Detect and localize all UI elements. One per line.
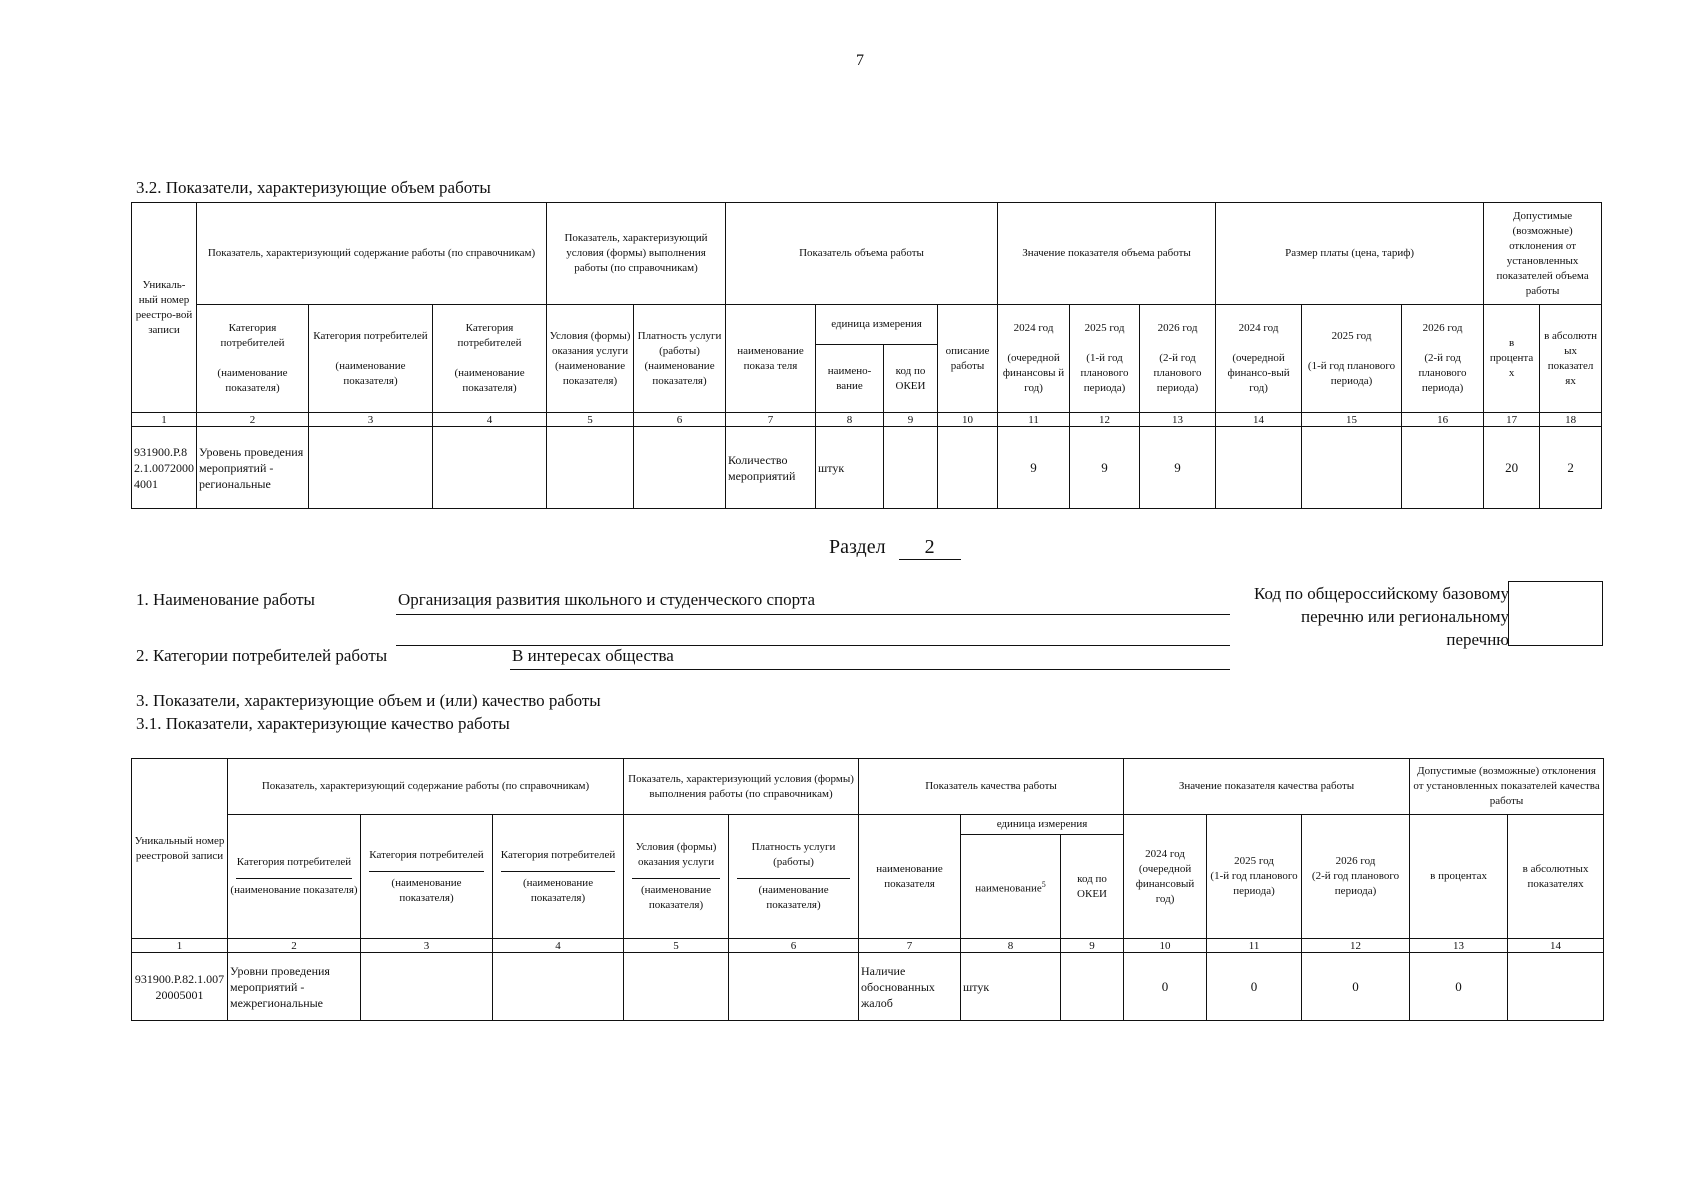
category-value: Уровень проведения мероприятий - региональные bbox=[197, 427, 309, 509]
header-category-1: Категория потребителей (наименование показателя) bbox=[228, 815, 361, 939]
col-number: 10 bbox=[938, 413, 998, 427]
header-content-group: Показатель, характеризующий содержание работы (по справочникам) bbox=[228, 759, 624, 815]
col-number: 11 bbox=[1207, 939, 1302, 953]
section-3-1-title: 3.1. Показатели, характеризующие качество работы bbox=[136, 714, 510, 733]
section-3-2-title: 3.2. Показатели, характеризующие объем работы bbox=[136, 178, 491, 197]
header-unique-number: Уникаль-ный номер реестро-вой записи bbox=[132, 203, 197, 413]
col-number: 9 bbox=[884, 413, 938, 427]
header-unique-number: Уникальный номер реестровой записи bbox=[132, 759, 228, 939]
work-name-label: 1. Наименование работы bbox=[136, 590, 315, 609]
empty-cell bbox=[624, 953, 729, 1021]
header-fee-2025: 2025 год (1-й год планового периода) bbox=[1302, 305, 1402, 413]
header-value-2024: 2024 год (очередной финансовы й год) bbox=[998, 305, 1070, 413]
col-number: 14 bbox=[1508, 939, 1604, 953]
footnote-marker: 5 bbox=[1041, 879, 1046, 889]
col-number: 1 bbox=[132, 939, 228, 953]
header-value-group: Значение показателя объема работы bbox=[998, 203, 1216, 305]
code-label: Код по общероссийскому базовому перечню или региональному перечню bbox=[1253, 584, 1509, 649]
header-value-2026: 2026 год (2-й год планового периода) bbox=[1302, 815, 1410, 939]
header-payment: Платность услуги (работы) (наименование показателя) bbox=[729, 815, 859, 939]
header-conditions-group: Показатель, характеризующий условия (формы) выполнения работы (по справочникам) bbox=[547, 203, 726, 305]
section-number: 2 bbox=[899, 536, 961, 560]
header-fee-2024: 2024 год (очередной финансо-вый год) bbox=[1216, 305, 1302, 413]
registry-code: 931900.Р.82.1.00720004001 bbox=[132, 427, 197, 509]
header-category-2: Категория потребителей (наименование показателя) bbox=[309, 305, 433, 413]
col-number: 5 bbox=[624, 939, 729, 953]
indicator-name: Наличие обоснованных жалоб bbox=[859, 953, 961, 1021]
header-deviation-absolute: в абсолютн ых показател ях bbox=[1540, 305, 1602, 413]
empty-cell bbox=[493, 953, 624, 1021]
value-2024: 9 bbox=[998, 427, 1070, 509]
consumers-underline bbox=[510, 669, 1230, 670]
col-number: 15 bbox=[1302, 413, 1402, 427]
header-content-group: Показатель, характеризующий содержание работы (по справочникам) bbox=[197, 203, 547, 305]
col-number: 7 bbox=[726, 413, 816, 427]
header-indicator-name: наименование показа теля bbox=[726, 305, 816, 413]
header-fee-group: Размер платы (цена, тариф) bbox=[1216, 203, 1484, 305]
unit-name: штук bbox=[816, 427, 884, 509]
col-number: 13 bbox=[1140, 413, 1216, 427]
value-2025: 0 bbox=[1207, 953, 1302, 1021]
header-category-2: Категория потребителей (наименование показателя) bbox=[361, 815, 493, 939]
col-number: 9 bbox=[1061, 939, 1124, 953]
empty-cell bbox=[729, 953, 859, 1021]
col-number: 12 bbox=[1302, 939, 1410, 953]
col-number: 11 bbox=[998, 413, 1070, 427]
work-name-value: Организация развития школьного и студенческого спорта bbox=[398, 590, 816, 609]
col-number: 16 bbox=[1402, 413, 1484, 427]
empty-cell bbox=[884, 427, 938, 509]
value-2026: 0 bbox=[1302, 953, 1410, 1021]
empty-cell bbox=[634, 427, 726, 509]
header-fee-2026: 2026 год (2-й год планового периода) bbox=[1402, 305, 1484, 413]
header-category-1: Категория потребителей (наименование показателя) bbox=[197, 305, 309, 413]
section-heading bbox=[829, 536, 961, 560]
col-number: 4 bbox=[493, 939, 624, 953]
consumers-label: 2. Категории потребителей работы bbox=[136, 646, 388, 665]
category-value: Уровни проведения мероприятий - межрегиональные bbox=[228, 953, 361, 1021]
section-label: Раздел bbox=[829, 536, 886, 558]
col-number: 3 bbox=[309, 413, 433, 427]
header-conditions: Условия (формы) оказания услуги (наименование показателя) bbox=[547, 305, 634, 413]
deviation-percent: 20 bbox=[1484, 427, 1540, 509]
col-number: 8 bbox=[961, 939, 1061, 953]
header-category-3: Категория потребителей (наименование показателя) bbox=[433, 305, 547, 413]
consumers-value: В интересах общества bbox=[512, 646, 674, 665]
header-value-2025: 2025 год (1-й год планового периода) bbox=[1070, 305, 1140, 413]
col-number: 14 bbox=[1216, 413, 1302, 427]
header-unit-name: наимено-вание bbox=[816, 345, 884, 413]
value-2024: 0 bbox=[1124, 953, 1207, 1021]
col-number: 2 bbox=[197, 413, 309, 427]
col-number: 6 bbox=[634, 413, 726, 427]
col-number: 13 bbox=[1410, 939, 1508, 953]
col-number: 4 bbox=[433, 413, 547, 427]
empty-cell bbox=[1402, 427, 1484, 509]
col-number: 2 bbox=[228, 939, 361, 953]
col-number: 12 bbox=[1070, 413, 1140, 427]
header-deviation-absolute: в абсолютных показателях bbox=[1508, 815, 1604, 939]
header-conditions: Условия (формы) оказания услуги (наименование показателя) bbox=[624, 815, 729, 939]
work-name-underline bbox=[396, 614, 1230, 615]
col-number: 8 bbox=[816, 413, 884, 427]
empty-cell bbox=[309, 427, 433, 509]
header-value-2025: 2025 год (1-й год планового периода) bbox=[1207, 815, 1302, 939]
col-number: 5 bbox=[547, 413, 634, 427]
col-number: 17 bbox=[1484, 413, 1540, 427]
header-deviation-percent: в процента х bbox=[1484, 305, 1540, 413]
deviation-absolute: 2 bbox=[1540, 427, 1602, 509]
value-2025: 9 bbox=[1070, 427, 1140, 509]
header-deviation-group: Допустимые (возможные) отклонения от установленных показателей объема работы bbox=[1484, 203, 1602, 305]
header-okei: код по ОКЕИ bbox=[1061, 835, 1124, 939]
deviation-percent: 0 bbox=[1410, 953, 1508, 1021]
empty-cell bbox=[1302, 427, 1402, 509]
value-2026: 9 bbox=[1140, 427, 1216, 509]
indicator-name: Количество мероприятий bbox=[726, 427, 816, 509]
header-unit-group: единица измерения bbox=[816, 305, 938, 345]
empty-cell bbox=[361, 953, 493, 1021]
section-3-title: 3. Показатели, характеризующие объем и (или) качество работы bbox=[136, 691, 601, 710]
header-value-2026: 2026 год (2-й год планового периода) bbox=[1140, 305, 1216, 413]
header-conditions-group: Показатель, характеризующий условия (формы) выполнения работы (по справочникам) bbox=[624, 759, 859, 815]
code-box bbox=[1508, 581, 1603, 646]
unit-name: штук bbox=[961, 953, 1061, 1021]
table-row bbox=[132, 427, 1602, 509]
registry-code: 931900.Р.82.1.00720005001 bbox=[132, 953, 228, 1021]
header-volume-group: Показатель объема работы bbox=[726, 203, 998, 305]
page-number: 7 bbox=[856, 52, 864, 69]
header-deviation-group: Допустимые (возможные) отклонения от установленных показателей качества работы bbox=[1410, 759, 1604, 815]
header-description: описание работы bbox=[938, 305, 998, 413]
empty-cell bbox=[433, 427, 547, 509]
header-payment: Платность услуги (работы) (наименование показателя) bbox=[634, 305, 726, 413]
header-value-group: Значение показателя качества работы bbox=[1124, 759, 1410, 815]
col-number: 18 bbox=[1540, 413, 1602, 427]
empty-cell bbox=[1061, 953, 1124, 1021]
table-row bbox=[132, 953, 1604, 1021]
col-number: 10 bbox=[1124, 939, 1207, 953]
header-indicator-name: наименование показателя bbox=[859, 815, 961, 939]
empty-cell bbox=[938, 427, 998, 509]
col-number: 1 bbox=[132, 413, 197, 427]
header-category-3: Категория потребителей (наименование показателя) bbox=[493, 815, 624, 939]
col-number: 7 bbox=[859, 939, 961, 953]
header-unit-name: наименование$^5$ bbox=[961, 835, 1061, 939]
header-quality-group: Показатель качества работы bbox=[859, 759, 1124, 815]
header-deviation-percent: в процентах bbox=[1410, 815, 1508, 939]
col-number: 3 bbox=[361, 939, 493, 953]
empty-cell bbox=[547, 427, 634, 509]
col-number: 6 bbox=[729, 939, 859, 953]
quality-table bbox=[131, 758, 1604, 1021]
empty-cell bbox=[1508, 953, 1604, 1021]
volume-table bbox=[131, 202, 1602, 509]
empty-cell bbox=[1216, 427, 1302, 509]
header-value-2024: 2024 год (очередной финансовый год) bbox=[1124, 815, 1207, 939]
header-okei: код по ОКЕИ bbox=[884, 345, 938, 413]
header-unit-group: единица измерения bbox=[961, 815, 1124, 835]
